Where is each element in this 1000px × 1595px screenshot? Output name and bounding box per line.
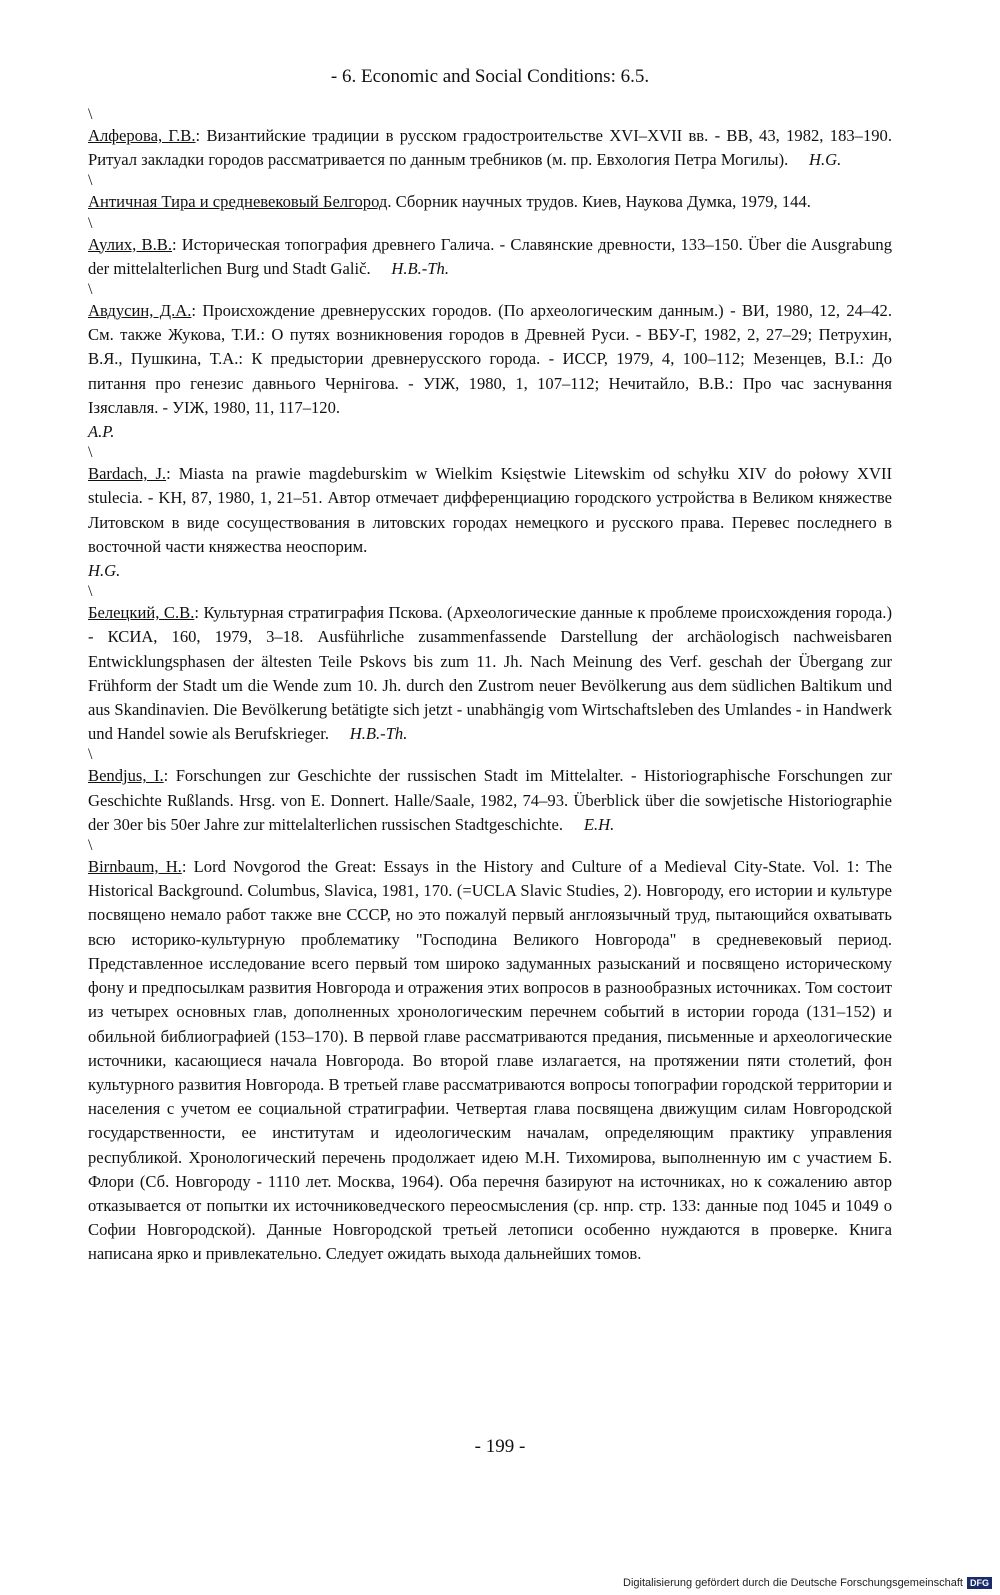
entry-author: Белецкий, С.В. xyxy=(88,603,195,623)
separator: \ xyxy=(88,214,93,232)
entry-signature: H.G. xyxy=(809,150,842,170)
entry-text: : Forschungen zur Geschichte der russischen Stadt im Mittelalter. - Historiographische Forschungen zur Geschichte Rußlands. Hrsg. von E. Donnert. Halle/Saale, 1982, 74–93. Überblick über die sowjetische Historiographie der 30er bis 50er Jahre zur mittelalterlichen russischen Stadtgeschichte. xyxy=(88,766,892,834)
entry-text: : Miasta na prawie magdeburskim w Wielkim Księstwie Litewskim od schyłku XIV do połowy XVII stulecia. - KH, 87, 1980, 1, 21–51. Автор отмечает дифференциацию городского устройства в Великом княжестве Литовском в виде сосуществования в литовских городах немецкого и русского права. Перевес последнего в восточной части княжества неоспорим. xyxy=(88,464,893,556)
entry-list xyxy=(88,106,892,1267)
page-number: - 199 - xyxy=(474,1436,526,1457)
page-header: - 6. Economic and Social Conditions: 6.5. xyxy=(330,66,650,87)
entry-author: Аулих, В.В. xyxy=(88,234,172,254)
entry-text: : Византийские традиции в русском градостроительстве XVI–XVII вв. - ВВ, 43, 1982, 183–190. Ритуал закладки городов рассматривается по данным требников (м. пр. Евхология Петра Могилы). xyxy=(88,126,892,170)
page-body xyxy=(88,66,892,1267)
entry-author: Алферова, Г.В. xyxy=(88,126,196,145)
separator: \ xyxy=(88,746,93,764)
entry-signature: E.H. xyxy=(583,814,615,834)
bibliography-entry xyxy=(88,601,892,746)
entry-text: . Сборник научных трудов. Киев, Наукова Думка, 1979, 144. xyxy=(387,192,811,212)
footer-text: Digitalisierung gefördert durch die Deutsche Forschungsgemeinschaft xyxy=(623,1577,963,1589)
entry-text: : Культурная стратиграфия Пскова. (Археологические данные к проблеме происхождения города.) - КСИА, 160, 1979, 3–18. Ausführliche zusammenfassende Darstellung der archäologisch nachweisbaren Entwicklungsphasen der ältesten Teile Pskovs bis zum 11. Jh. Nach Meinung des Verf. geschah der Übergang zur Frühform der Stadt um die Wende zum 10. Jh. durch den Zustrom neuer Bevölkerung aus dem südlichen Baltikum und aus Skandinavien. Die Bevölkerung betätigte sich jetzt - unabhängig vom Wirtschaftsleben des Umlandes - in Handwerk und Handel sowie als Berufskrieger. xyxy=(88,603,892,744)
bibliography-entry xyxy=(88,855,892,1266)
bibliography-entry xyxy=(88,233,892,281)
entry-author: Birnbaum, H. xyxy=(88,857,182,877)
entry-text: : Происхождение древнерусских городов. (По археологическим данным.) - ВИ, 1980, 12, 24–42. См. также Жукова, Т.И.: О путях возникновения городов в Древней Руси. - ВБУ-Г, 1982, 2, 27–29; Петрухин, В.Я., Пушкина, Т.А.: К предыстории древнерусского города. - ИССР, 1979, 4, 100–112; Мезенцев, В.І.: До питання про генезис давнього Чернігова. - УІЖ, 1980, 1, 107–112; Нечитайло, В.В.: Про час заснування Ізяславля. - УІЖ, 1980, 11, 117–120. xyxy=(88,301,892,417)
separator: \ xyxy=(88,444,93,462)
entry-author: Bendjus, I. xyxy=(88,766,164,786)
separator: \ xyxy=(88,106,93,123)
dfg-logo: DFG xyxy=(967,1577,992,1589)
separator: \ xyxy=(88,172,93,190)
bibliography-entry xyxy=(88,299,892,444)
entry-signature: H.B.-Th. xyxy=(391,258,450,278)
bibliography-entry xyxy=(88,462,892,583)
separator: \ xyxy=(88,583,93,601)
digitization-footer xyxy=(623,1577,992,1589)
bibliography-entry xyxy=(88,190,892,214)
entry-text: : Историческая топография древнего Галича. - Славянские древности, 133–150. Über die Ausgrabung der mittelalterlichen Burg und Stadt Galič. xyxy=(88,234,892,278)
separator: \ xyxy=(88,281,93,299)
entry-author: Античная Тира и средневековый Белгород xyxy=(88,192,388,212)
bibliography-entry xyxy=(88,124,892,172)
entry-signature: A.P. xyxy=(88,422,115,442)
entry-text: : Lord Novgorod the Great: Essays in the History and Culture of a Medieval City-State. Vol. 1: The Historical Background. Columbus, Slavica, 1981, 170. (=UCLA Slavic Studies, 2). Новгороду, его истории и культуре посвящено немало работ также вне СССР, но это пожалуй первый англоязычный труд, пытающийся охватывать всю историко-культурную проблематику "Господина Великого Новгорода" в средневековый период. Представленное исследование всего первый том широко задуманных разысканий и посвящено историческому фону и предпосылкам развития Новгорода и отражения этих вопросов в разнообразных источниках. Том состоит из четырех основных глав, дополненных хронологическим перечнем событий в истории города (131–152) и обильной библиографией (153–170). В первой главе рассматриваются предания, письменные и археологические источники, касающиеся начала Новгорода. Во второй главе излагается, на протяжении пяти столетий, фон культурного развития Новгорода. В третьей главе рассматриваются вопросы топографии городской территории и населения с учетом ее социальной стратиграфии. Четвертая глава посвящена движущим силам Новгородской государственности, ее институтам и идеологическим началам, определяющим практику управления республикой. Хронологический перечень продолжает идею М.Н. Тихомирова, выполненную им с участием Б. Флори (Сб. Новгороду - 1110 лет. Москва, 1964). Оба перечня базируют на источниках, но к сожалению автор отказывается от попытки их источниковедческого переосмысления (ср. нпр. стр. 133: данные под 1045 и 1049 о Софии Новгородской). Данные Новгородской третьей летописи особенно нуждаются в проверке. Книга написана ярко и привлекательно. Следует ожидать выхода дальнейших томов. xyxy=(88,857,893,1264)
entry-signature: H.G. xyxy=(88,561,121,581)
separator: \ xyxy=(88,837,93,855)
entry-author: Bardach, J. xyxy=(88,464,167,484)
bibliography-entry xyxy=(88,764,892,837)
entry-author: Авдусин, Д.А. xyxy=(88,301,192,321)
entry-signature: H.B.-Th. xyxy=(349,724,408,744)
